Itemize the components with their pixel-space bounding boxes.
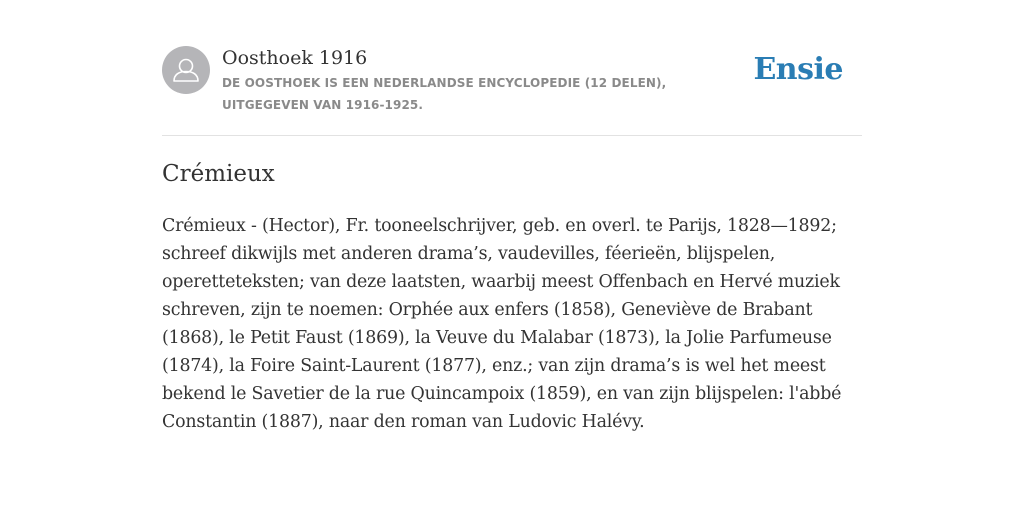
source-header (162, 46, 862, 116)
user-icon (162, 46, 210, 94)
brand-logo[interactable]: Ensie (753, 52, 843, 87)
source-title[interactable]: Oosthoek 1916 (222, 47, 368, 69)
article-body: Crémieux - (Hector), Fr. tooneelschrijver, geb. en overl. te Parijs, 1828—1892; schreef dikwijls met anderen drama’s, vaudevilles, féerieën, blijspelen, operetteteksten; van deze laatsten, waarbij meest Offenbach en Hervé muziek schreven, zijn te noemen: Orphée aux enfers (1858), Geneviève de Brabant (1868), le Petit Faust (1869), la Veuve du Malabar (1873), la Jolie Parfumeuse (1874), la Foire Saint-Laurent (1877), enz.; van zijn drama’s is wel het meest bekend le Savetier de la rue Quincampoix (1859), en van zijn blijspelen: l'abbé Constantin (1887), naar den roman van Ludovic Halévy. (162, 216, 842, 432)
article-title: Crémieux (162, 161, 275, 187)
avatar[interactable] (162, 46, 210, 94)
divider (162, 135, 862, 136)
source-description: DE OOSTHOEK IS EEN NEDERLANDSE ENCYCLOPEDIE (12 DELEN), UITGEGEVEN VAN 1916-1925. (222, 76, 667, 112)
